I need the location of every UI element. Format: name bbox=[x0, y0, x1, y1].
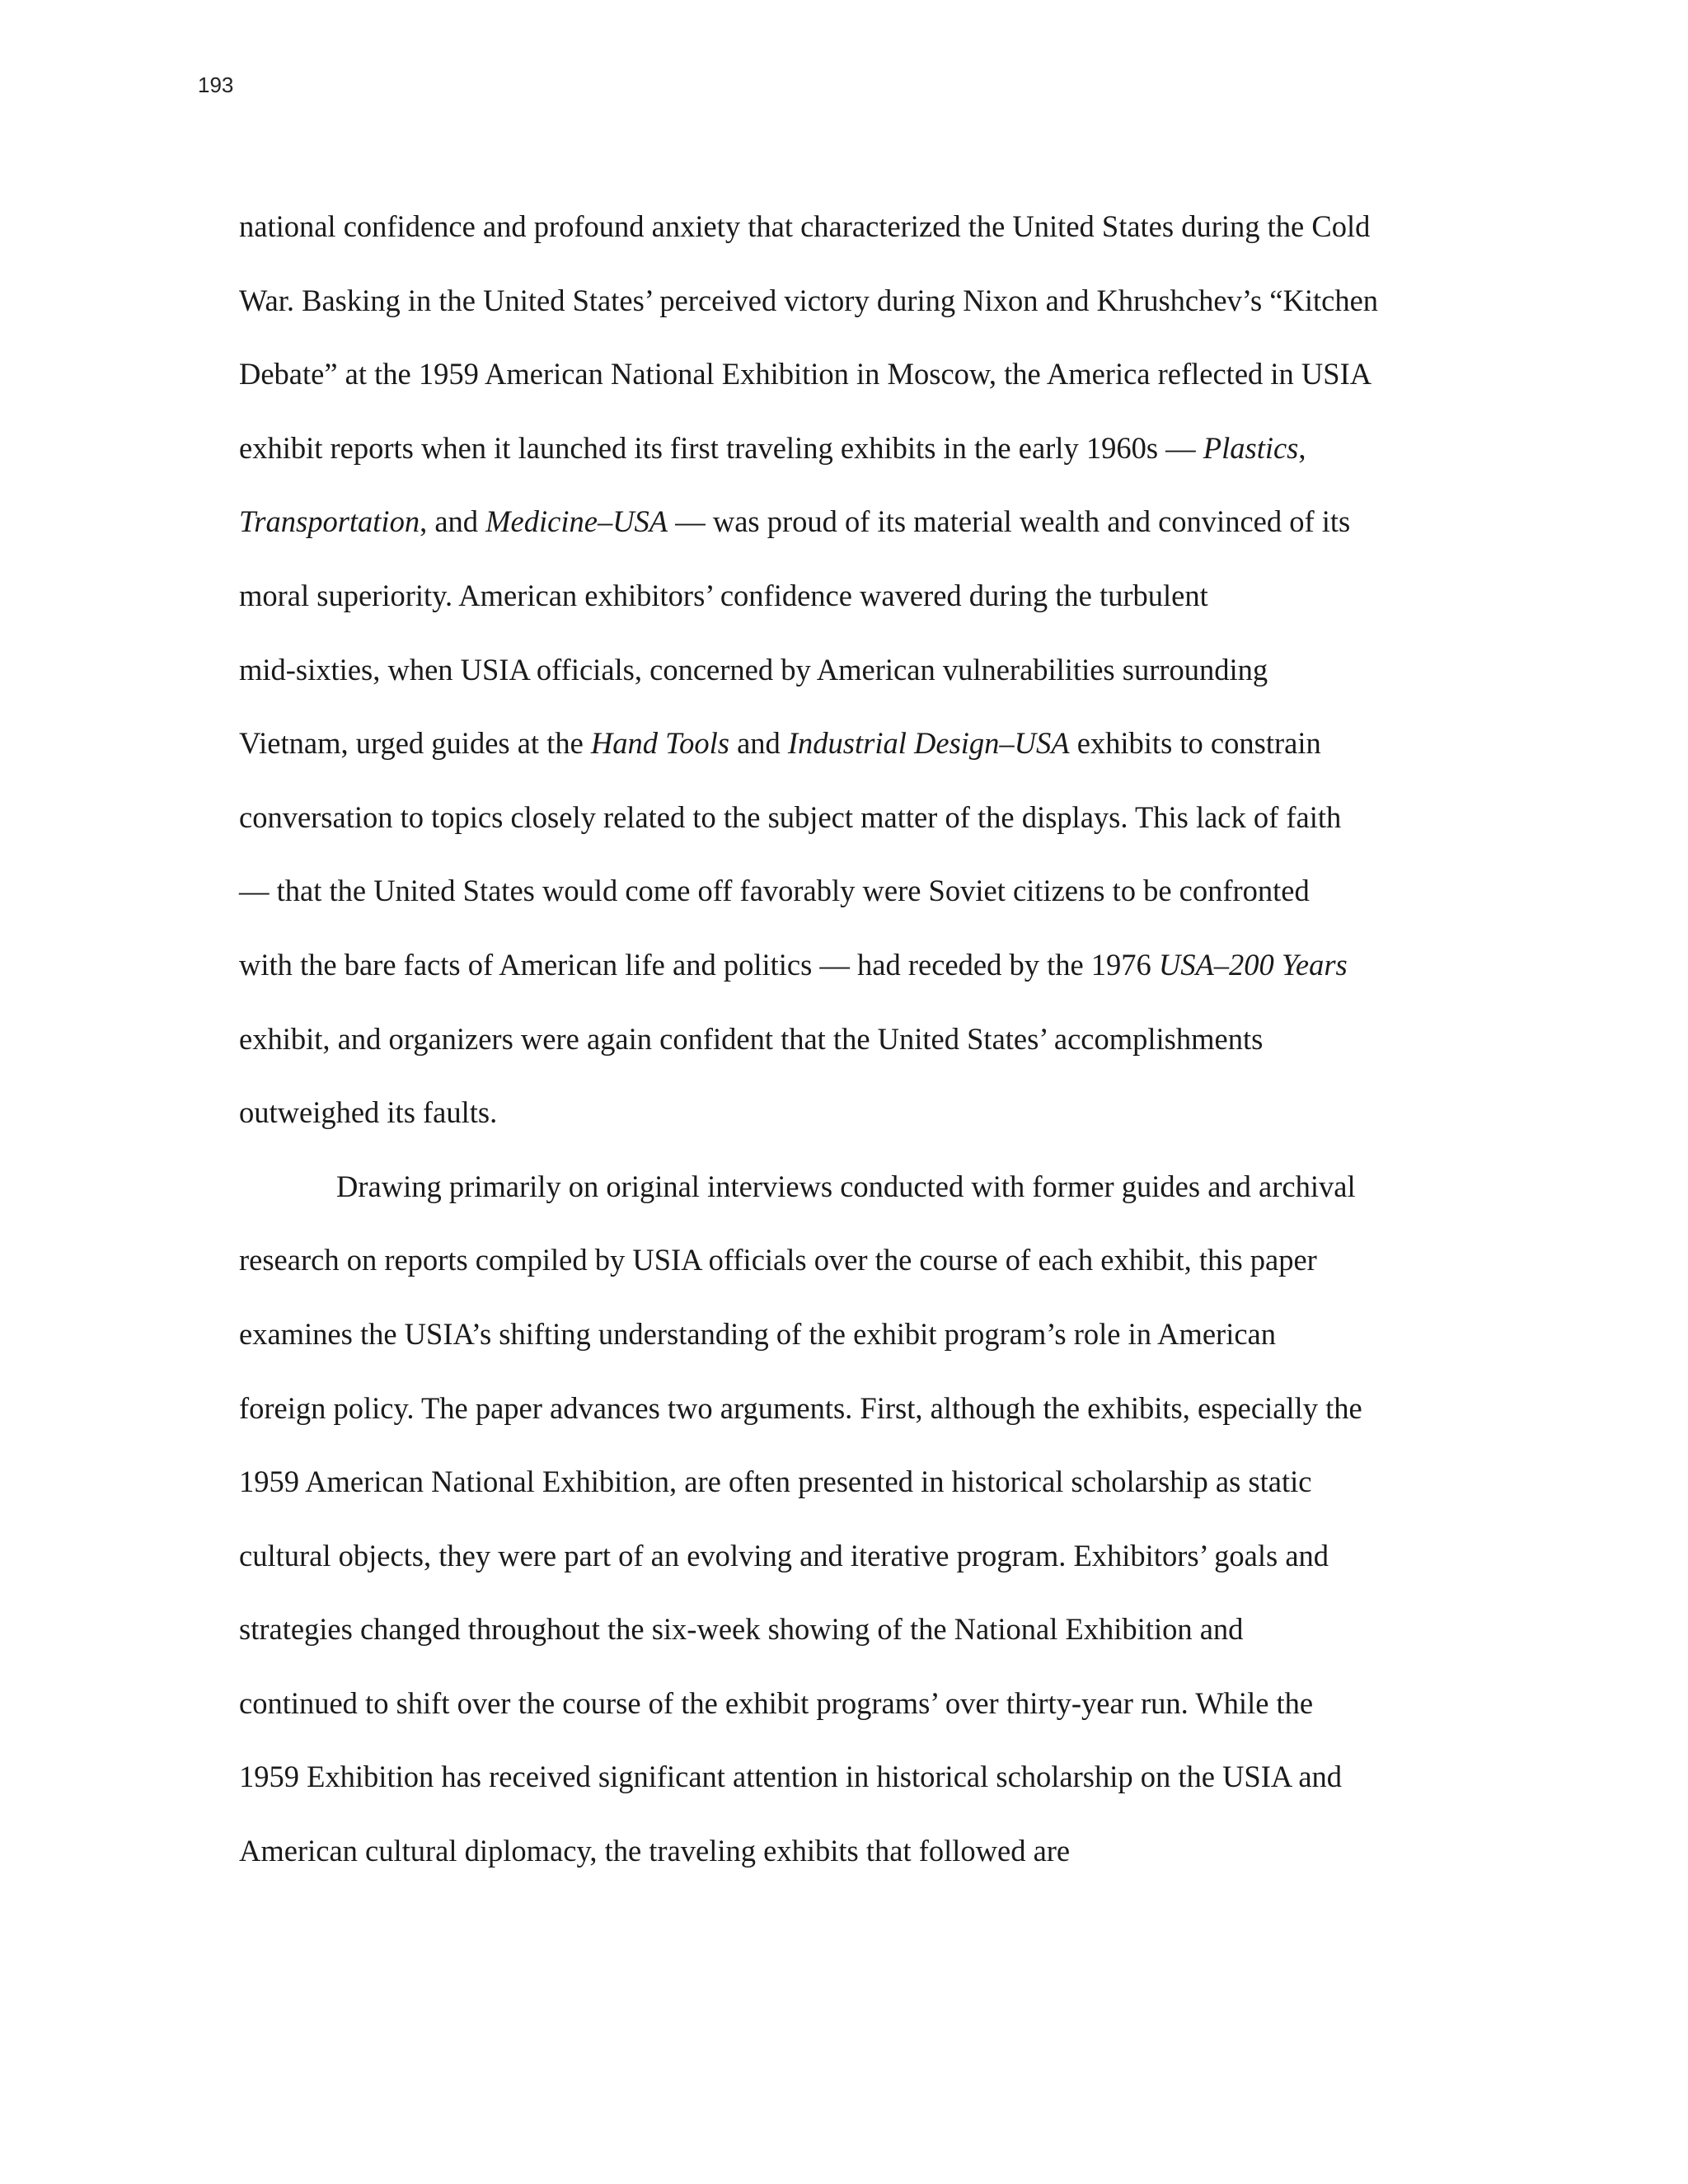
text-segment: War. Basking in the United States’ perceived victory during Nixon and Khrushchev’s “Kitchen bbox=[239, 283, 1379, 317]
text-line bbox=[239, 780, 1475, 855]
text-segment: Debate” at the 1959 American National Exhibition in Moscow, the America reflected in USIA bbox=[239, 357, 1372, 391]
body-text bbox=[239, 190, 1475, 1888]
text-segment: mid-sixties, when USIA officials, concerned by American vulnerabilities surrounding bbox=[239, 652, 1268, 687]
text-line bbox=[239, 411, 1475, 485]
text-segment: , and bbox=[420, 504, 486, 539]
text-segment: , bbox=[1298, 430, 1306, 465]
text-line bbox=[239, 1814, 1475, 1888]
text-segment: 1959 Exhibition has received significant attention in historical scholarship on the USIA and bbox=[239, 1760, 1343, 1794]
text-line bbox=[239, 1445, 1475, 1519]
page-number: 193 bbox=[198, 73, 234, 97]
text-segment: examines the USIA’s shifting understanding of the exhibit program’s role in American bbox=[239, 1316, 1276, 1351]
italic-title: USA–200 Years bbox=[1158, 947, 1348, 982]
italic-title: Hand Tools bbox=[590, 726, 729, 761]
text-line bbox=[239, 928, 1475, 1002]
text-line bbox=[239, 1297, 1475, 1371]
italic-title: Plastics bbox=[1203, 430, 1299, 465]
text-segment: research on reports compiled by USIA officials over the course of each exhibit, this paper bbox=[239, 1243, 1317, 1277]
text-line bbox=[239, 1002, 1475, 1076]
text-line bbox=[239, 190, 1475, 264]
text-line bbox=[239, 1371, 1475, 1446]
text-segment: national confidence and profound anxiety that characterized the United States during the Cold bbox=[239, 209, 1371, 243]
text-segment: Drawing primarily on original interviews conducted with former guides and archival bbox=[336, 1169, 1356, 1203]
text-line bbox=[239, 264, 1475, 338]
text-line bbox=[239, 633, 1475, 707]
text-segment: exhibit reports when it launched its first traveling exhibits in the early 1960s — bbox=[239, 430, 1203, 465]
paragraph-2 bbox=[239, 1150, 1475, 1888]
italic-title: Transportation bbox=[239, 504, 420, 539]
text-segment: 1959 American National Exhibition, are often presented in historical scholarship as static bbox=[239, 1465, 1312, 1499]
text-line bbox=[239, 1740, 1475, 1814]
text-segment: exhibits to constrain bbox=[1069, 726, 1321, 761]
text-line bbox=[239, 706, 1475, 780]
text-line bbox=[239, 485, 1475, 559]
text-line bbox=[239, 1666, 1475, 1741]
text-segment: with the bare facts of American life and politics — had receded by the 1976 bbox=[239, 947, 1159, 982]
text-segment: strategies changed throughout the six-week showing of the National Exhibition and bbox=[239, 1612, 1244, 1647]
text-segment: and bbox=[729, 726, 788, 761]
text-segment: Vietnam, urged guides at the bbox=[239, 726, 591, 761]
text-segment: moral superiority. American exhibitors’ confidence wavered during the turbulent bbox=[239, 578, 1208, 612]
text-segment: — was proud of its material wealth and convinced of its bbox=[668, 504, 1351, 539]
text-segment: conversation to topics closely related to the subject matter of the displays. This lack of faith bbox=[239, 799, 1342, 834]
text-segment: continued to shift over the course of the exhibit programs’ over thirty-year run. While the bbox=[239, 1685, 1314, 1720]
text-segment: exhibit, and organizers were again confident that the United States’ accomplishments bbox=[239, 1021, 1264, 1056]
italic-title: Medicine–USA bbox=[485, 504, 668, 539]
text-segment: American cultural diplomacy, the traveling exhibits that followed are bbox=[239, 1834, 1071, 1868]
text-segment: foreign policy. The paper advances two arguments. First, although the exhibits, especially the bbox=[239, 1390, 1362, 1425]
italic-title: Industrial Design–USA bbox=[787, 726, 1070, 761]
paragraph-1 bbox=[239, 190, 1475, 1150]
text-segment: cultural objects, they were part of an evolving and iterative program. Exhibitors’ goals and bbox=[239, 1538, 1329, 1572]
text-line bbox=[239, 337, 1475, 411]
text-segment: outweighed its faults. bbox=[239, 1095, 498, 1130]
text-line bbox=[239, 1076, 1475, 1150]
text-line bbox=[239, 854, 1475, 928]
text-line bbox=[239, 1592, 1475, 1666]
text-line bbox=[239, 1519, 1475, 1593]
text-line bbox=[239, 559, 1475, 633]
text-line bbox=[239, 1150, 1475, 1224]
text-line bbox=[239, 1223, 1475, 1297]
text-segment: — that the United States would come off favorably were Soviet citizens to be confronted bbox=[239, 874, 1310, 908]
